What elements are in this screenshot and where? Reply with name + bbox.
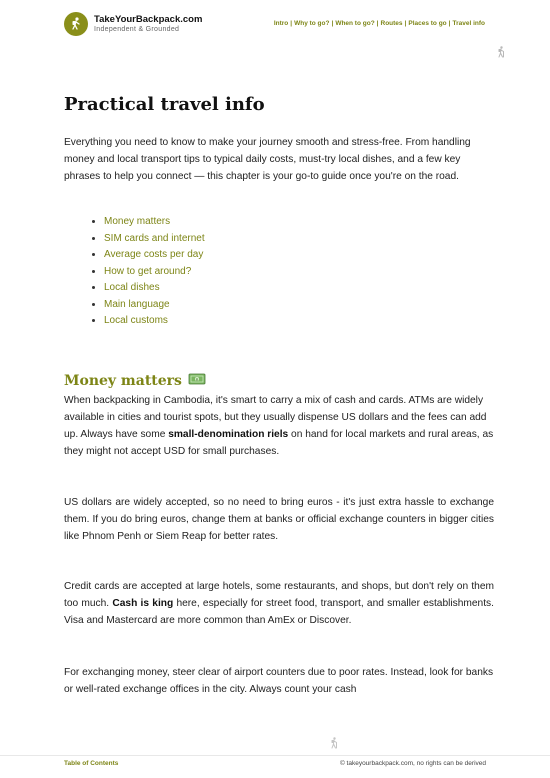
svg-text:$: $ <box>195 377 199 382</box>
nav-separator: | <box>290 20 293 27</box>
toc-money-matters[interactable]: • Money matters <box>104 214 205 231</box>
highlight-cash-is-king: Cash is king <box>112 598 174 609</box>
nav-separator: | <box>331 20 334 27</box>
nav-when-to-go[interactable]: When to go? <box>335 20 375 27</box>
page-title: Practical travel info <box>64 94 265 115</box>
backpacker-logo-icon <box>64 12 88 36</box>
paragraph-us-dollars: US dollars are widely accepted, so no need to bring euros - it's just extra hassle to exchange them. If you do bring euros, change them at banks or official exchange counters in bigger cities like Phnom Penh or Siem Reap for better rates. <box>64 497 494 542</box>
brand-name: TakeYourBackpack.com <box>94 13 203 25</box>
nav-why-to-go[interactable]: Why to go? <box>294 20 330 27</box>
nav-routes[interactable]: Routes <box>380 20 403 27</box>
intro-paragraph: Everything you need to know to make your journey smooth and stress-free. From handling money and local transport tips to typical daily costs, must-try local dishes, and a few key phrases to help you connect — this chapter is your go-to guide once you're on the road. <box>64 137 471 182</box>
hiker-icon <box>329 736 339 754</box>
toc-main-language[interactable]: • Main language <box>104 297 205 314</box>
nav-places-to-go[interactable]: Places to go <box>408 20 447 27</box>
hiker-icon <box>496 45 506 63</box>
paragraph-text: Credit cards are accepted at large hotels, some restaurants, and shops, but don't rely on them too much. <box>64 581 494 609</box>
nav-intro[interactable]: Intro <box>273 20 289 27</box>
page-header <box>0 0 550 50</box>
nav-separator: | <box>448 20 451 27</box>
paragraph-credit-cards <box>64 578 494 629</box>
paragraph-text: When backpacking in Cambodia, it's smart to carry a mix of cash and cards. ATMs are widely available in cities and tourist spots, but they usually dispense US dollars and the fees can add up. Always have some <box>64 395 487 440</box>
paragraph-cash-and-cards <box>64 392 494 460</box>
toc-get-around[interactable]: • How to get around? <box>104 264 205 281</box>
nav-separator: | <box>404 20 407 27</box>
toc-average-costs[interactable]: • Average costs per day <box>104 247 205 264</box>
highlight-riels: small-denomination riels <box>168 429 289 440</box>
brand-logo[interactable] <box>64 12 202 36</box>
brand-tagline: Independent & Grounded <box>94 25 180 33</box>
paragraph-text: on hand for local markets and rural areas, as they might not accept USD for small purchases. <box>64 429 494 457</box>
section-heading-text: Money matters <box>64 373 182 389</box>
top-navigation <box>273 20 486 27</box>
paragraph-text: here, especially for street food, transport, and smaller establishments. Visa and Mastercard are more common than AmEx or Discover. <box>64 598 494 626</box>
toc-sim-cards[interactable]: • SIM cards and internet <box>104 231 205 248</box>
section-heading <box>64 372 206 390</box>
nav-separator: | <box>376 20 379 27</box>
money-icon <box>188 372 206 390</box>
paragraph-exchanging-money: For exchanging money, steer clear of airport counters due to poor rates. Instead, look for banks or well-rated exchange offices in the city. Always count your cash <box>64 667 494 695</box>
nav-travel-info[interactable]: Travel info <box>452 20 485 27</box>
toc-local-customs[interactable]: • Local customs <box>104 313 205 330</box>
toc-local-dishes[interactable]: • Local dishes <box>104 280 205 297</box>
footer-divider <box>0 755 550 756</box>
table-of-contents-link[interactable]: Table of Contents <box>64 760 119 767</box>
copyright-notice: © takeyourbackpack.com, no rights can be derived <box>339 760 486 767</box>
chapter-contents-list <box>92 214 205 330</box>
